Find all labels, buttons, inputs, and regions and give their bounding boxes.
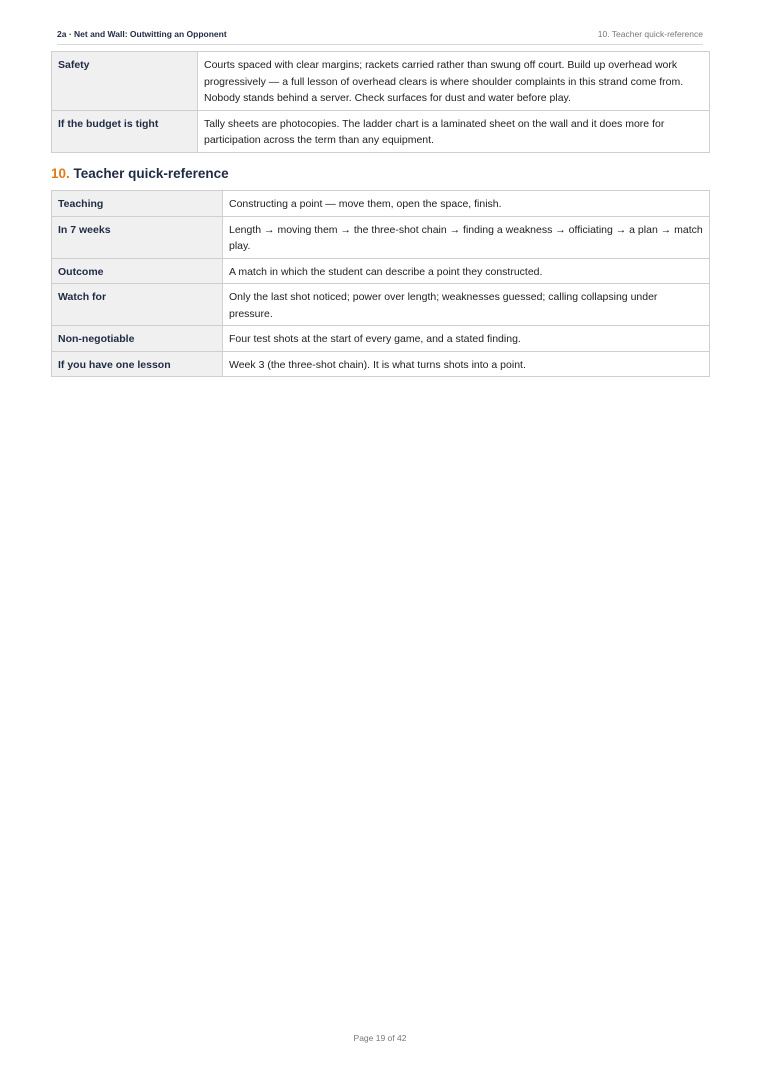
row-label-outcome: Outcome <box>52 258 223 284</box>
table-row <box>52 191 710 217</box>
row-label-one-lesson: If you have one lesson <box>52 351 223 377</box>
row-value-teaching: Constructing a point — move them, open the space, finish. <box>223 191 710 217</box>
section-heading <box>51 165 229 183</box>
table-row <box>52 216 710 258</box>
row-value-in-7-weeks: Length → moving them → the three-shot chain → finding a weakness → officiating → a plan → match play. <box>223 216 710 258</box>
row-value-one-lesson: Week 3 (the three-shot chain). It is what turns shots into a point. <box>223 351 710 377</box>
row-label-safety: Safety <box>52 52 198 111</box>
row-label-non-negotiable: Non-negotiable <box>52 326 223 352</box>
table-row <box>52 110 710 152</box>
document-title: 2a · Net and Wall: Outwitting an Opponent <box>57 29 227 39</box>
section-number: 10. <box>51 166 70 181</box>
page-header <box>57 28 703 45</box>
row-label-watch-for: Watch for <box>52 284 223 326</box>
row-label-teaching: Teaching <box>52 191 223 217</box>
row-value-budget: Tally sheets are photocopies. The ladder chart is a laminated sheet on the wall and it does more for participation across the term than any equipment. <box>198 110 710 152</box>
section-title: Teacher quick-reference <box>73 166 229 181</box>
row-label-budget: If the budget is tight <box>52 110 198 152</box>
table-row <box>52 351 710 377</box>
table-row <box>52 284 710 326</box>
quick-reference-table <box>51 190 710 377</box>
safety-budget-table <box>51 51 710 153</box>
row-value-safety: Courts spaced with clear margins; rackets carried rather than swung off court. Build up overhead work progressively — a full lesson of overhead clears is where shoulder complaints in this strand come from. Nobody stands behind a server. Check surfaces for dust and water before play. <box>198 52 710 111</box>
table-row <box>52 258 710 284</box>
table-row <box>52 52 710 111</box>
row-label-in-7-weeks: In 7 weeks <box>52 216 223 258</box>
page-number: Page 19 of 42 <box>353 1033 407 1043</box>
row-value-outcome: A match in which the student can describe a point they constructed. <box>223 258 710 284</box>
running-section-title: 10. Teacher quick-reference <box>597 29 703 39</box>
row-value-non-negotiable: Four test shots at the start of every game, and a stated finding. <box>223 326 710 352</box>
table-row <box>52 326 710 352</box>
row-value-watch-for: Only the last shot noticed; power over length; weaknesses guessed; calling collapsing under pressure. <box>223 284 710 326</box>
